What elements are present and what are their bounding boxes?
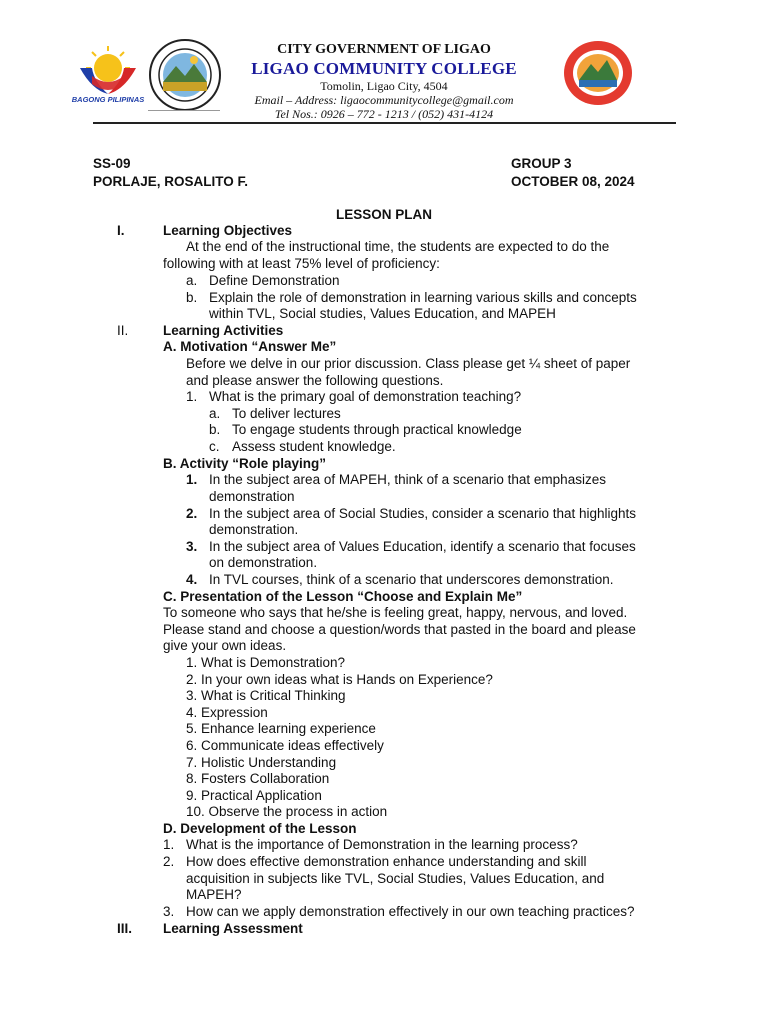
role-play-4-line1: In TVL courses, think of a scenario that underscores demonstration.	[209, 572, 614, 587]
choose-explain-item: 4. Expression	[186, 704, 268, 720]
choose-explain-item: 8. Fosters Collaboration	[186, 771, 330, 787]
bagong-pilipinas-caption: BAGONG PILIPINAS	[71, 95, 145, 104]
section-3-number: III.	[117, 921, 133, 936]
role-play-2-line2: demonstration.	[209, 522, 299, 537]
choose-explain-item: 6. Communicate ideas effectively	[186, 738, 384, 753]
option-a-marker: a.	[209, 406, 221, 421]
objective-b-line2: within TVL, Social studies, Values Education, and MAPEH	[209, 306, 556, 321]
objective-a-text: Define Demonstration	[209, 273, 340, 288]
role-play-4-marker: 4.	[186, 572, 198, 587]
role-play-3-marker: 3.	[186, 539, 198, 554]
objectives-intro-line1: At the end of the instructional time, the students are expected to do the	[186, 239, 610, 254]
role-play-1-line1: In the subject area of MAPEH, think of a scenario that emphasizes	[209, 472, 606, 487]
choose-explain-item: 3. What is Critical Thinking	[186, 688, 346, 704]
presentation-paragraph-line2: Please stand and choose a question/words that pasted in the board and please	[163, 622, 636, 637]
section-code: SS-09	[93, 156, 131, 171]
role-play-1-line2: demonstration	[209, 489, 295, 504]
college-address: Tomolin, Ligao City, 4504	[320, 79, 448, 93]
section-2-number: II.	[117, 323, 129, 338]
subsection-c-title: C. Presentation of the Lesson “Choose and Explain Me”	[163, 589, 523, 604]
choose-explain-item: 10. Observe the process in action	[186, 804, 388, 820]
college-email: Email – Address: ligaocommunitycollege@gmail.com	[254, 93, 514, 107]
subsection-b-title: B. Activity “Role playing”	[163, 456, 327, 471]
role-play-1-marker: 1.	[186, 472, 198, 487]
development-question-2-marker: 2.	[163, 854, 175, 869]
city-government-heading: CITY GOVERNMENT OF LIGAO	[277, 42, 491, 57]
header-divider	[93, 122, 676, 124]
document-title: LESSON PLAN	[335, 207, 432, 222]
option-b-marker: b.	[209, 422, 221, 437]
option-c-marker: c.	[209, 439, 220, 454]
objective-b-marker: b.	[186, 290, 198, 305]
development-question-2-line3: MAPEH?	[186, 887, 242, 902]
option-c-text: Assess student knowledge.	[232, 439, 396, 454]
role-play-3-line2: on demonstration.	[209, 555, 318, 570]
choose-explain-item: 5. Enhance learning experience	[186, 721, 376, 737]
college-telephone: Tel Nos.: 0926 – 772 - 1213 / (052) 431-4124	[274, 107, 494, 121]
development-question-3: How can we apply demonstration effectively in our own teaching practices?	[186, 904, 635, 919]
role-play-2-line1: In the subject area of Social Studies, consider a scenario that highlights	[209, 506, 637, 521]
document-date: OCTOBER 08, 2024	[511, 174, 635, 189]
development-question-2-line1: How does effective demonstration enhance understanding and skill	[186, 854, 587, 869]
section-3-title: Learning Assessment	[163, 921, 303, 936]
objective-b-line1: Explain the role of demonstration in learning various skills and concepts	[209, 290, 637, 305]
development-question-1: What is the importance of Demonstration in the learning process?	[186, 837, 578, 852]
section-1-title: Learning Objectives	[163, 223, 293, 238]
group-label: GROUP 3	[511, 156, 572, 171]
role-play-2-marker: 2.	[186, 506, 198, 521]
subsection-d-title: D. Development of the Lesson	[163, 821, 357, 836]
development-question-3-marker: 3.	[163, 904, 175, 919]
objectives-intro-line2: following with at least 75% level of proficiency:	[163, 256, 440, 271]
development-question-1-marker: 1.	[163, 837, 175, 852]
subsection-a-title: A. Motivation “Answer Me”	[163, 339, 337, 354]
option-b-text: To engage students through practical knowledge	[232, 422, 522, 437]
objective-a-marker: a.	[186, 273, 198, 288]
choose-explain-item: 9. Practical Application	[186, 787, 322, 803]
choose-explain-item: 7. Holistic Understanding	[186, 754, 337, 770]
choose-explain-item: 1. What is Demonstration?	[186, 655, 346, 670]
motivation-paragraph-line1: Before we delve in our prior discussion. Class please get ¼ sheet of paper	[186, 356, 631, 371]
author-name: PORLAJE, ROSALITO F.	[93, 174, 249, 189]
college-name-heading: LIGAO COMMUNITY COLLEGE	[251, 59, 517, 78]
motivation-paragraph-line2: and please answer the following questions.	[186, 373, 444, 388]
role-play-3-line1: In the subject area of Values Education, identify a scenario that focuses	[209, 539, 636, 554]
section-1-number: I.	[117, 223, 125, 238]
motivation-question-marker: 1.	[186, 389, 198, 404]
presentation-paragraph-line1: To someone who says that he/she is feeling great, happy, nervous, and loved.	[163, 605, 628, 620]
development-question-2-line2: acquisition in subjects like TVL, Social Studies, Values Education, and	[186, 871, 605, 886]
motivation-question-text: What is the primary goal of demonstration teaching?	[209, 389, 522, 404]
option-a-text: To deliver lectures	[232, 406, 341, 421]
choose-explain-item: 2. In your own ideas what is Hands on Experience?	[186, 671, 493, 687]
section-2-title: Learning Activities	[163, 323, 284, 338]
presentation-paragraph-line3: give your own ideas.	[163, 638, 287, 653]
